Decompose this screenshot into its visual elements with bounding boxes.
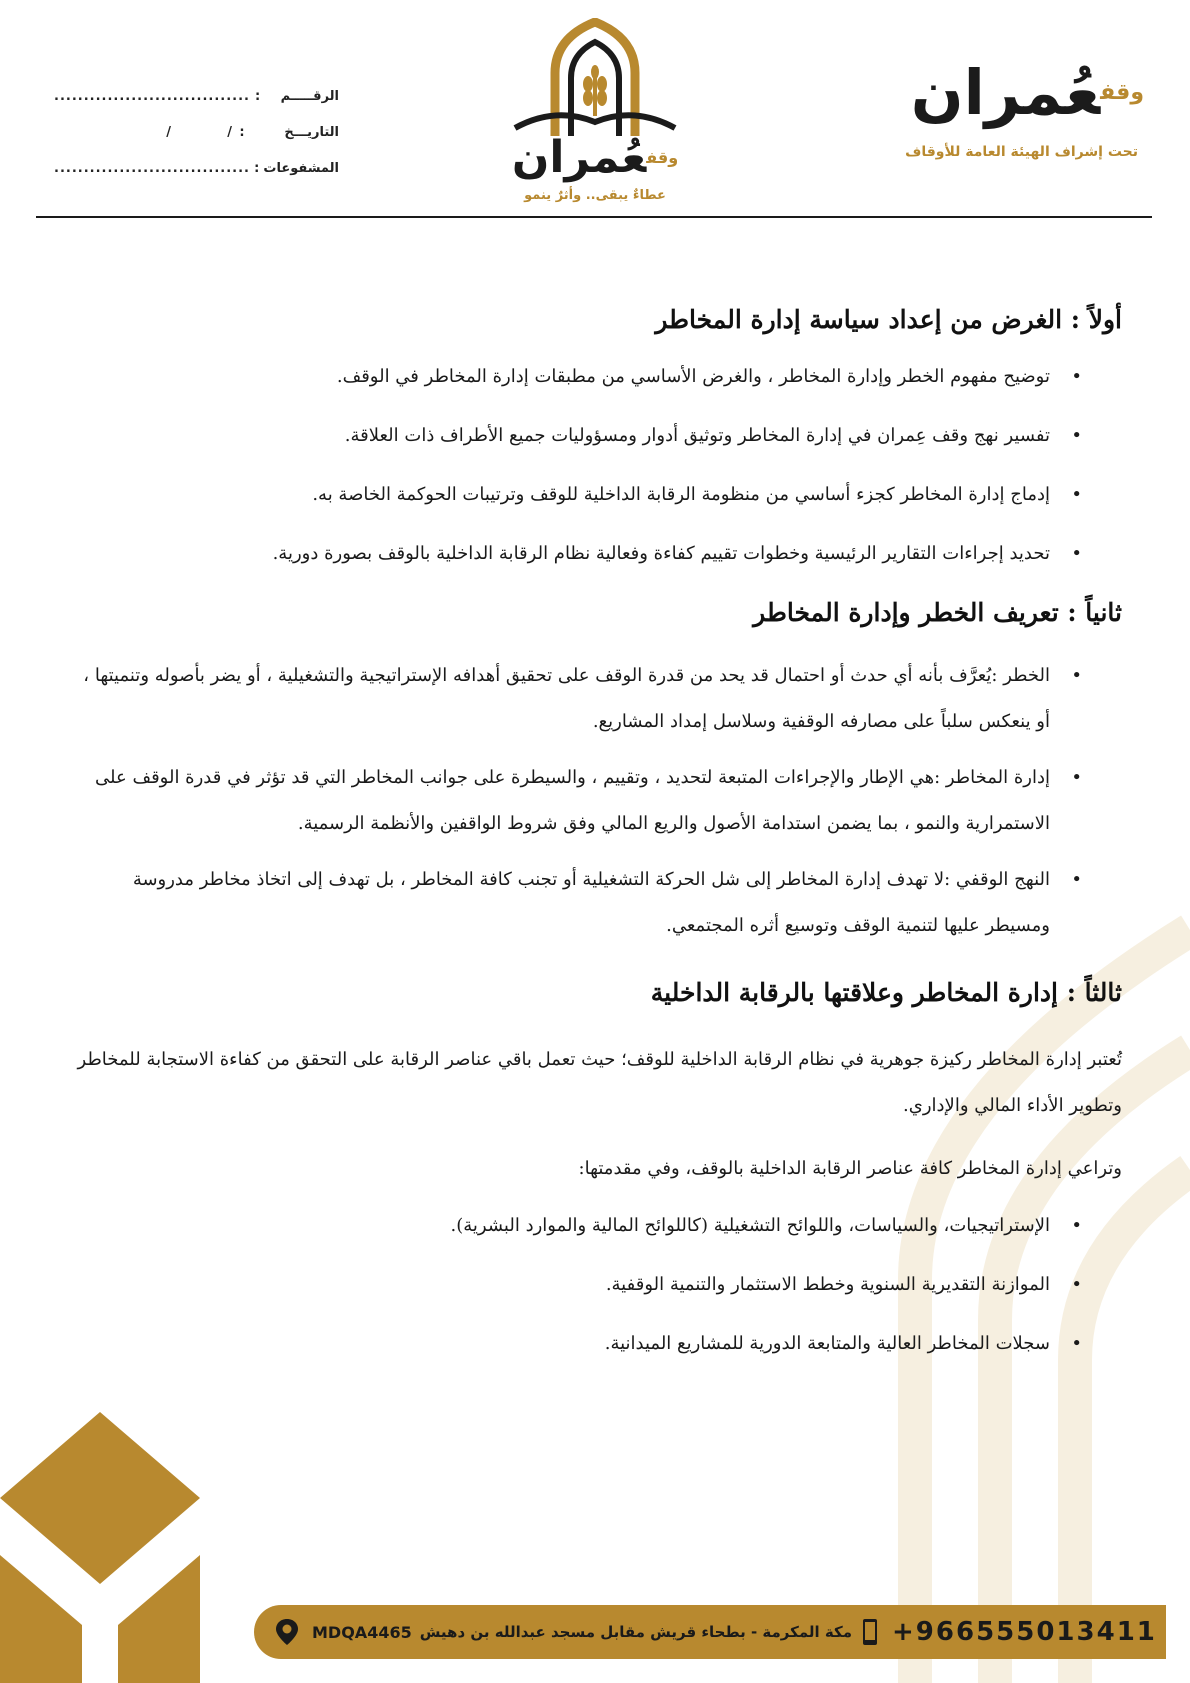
list-item: • إدارة المخاطر :هي الإطار والإجراءات المتبعة لتحديد ، وتقييم ، والسيطرة على جوانب المخاطر التي قد تؤثر في قدرة الوقف على الاستمرارية والنمو ، بما يضمن استدامة الأصول والريع المالي وفق شروط الواقفين والأنظمة الرسمية.	[70, 755, 1122, 847]
field-separator: :	[254, 88, 261, 104]
field-number	[54, 78, 339, 114]
brand-name: عُمران	[910, 56, 1101, 129]
field-value: / /	[166, 124, 233, 140]
field-value: .................................	[54, 160, 250, 176]
field-attachments	[54, 150, 339, 186]
organization-brand	[898, 56, 1144, 160]
center-logo	[505, 18, 685, 208]
field-separator: :	[239, 124, 245, 140]
wheat-icon	[583, 65, 607, 116]
section-title-purpose: أولاً : الغرض من إعداد سياسة إدارة المخاطر	[655, 305, 1122, 334]
location-code: MDQA4465	[312, 1622, 412, 1642]
logo-name: عُمران	[511, 132, 647, 183]
list-item: • النهج الوقفي :لا تهدف إدارة المخاطر إلى شل الحركة التشغيلية أو تجنب كافة المخاطر ، بل تهدف إلى اتخاذ مخاطر مدروسة ومسيطر عليها لتنمية الوقف وتوسيع أثره المجتمعي.	[70, 857, 1122, 949]
list-item: • الإستراتيجيات، والسياسات، واللوائح التشغيلية (كاللوائح المالية والموارد البشرية).	[70, 1209, 1122, 1243]
purpose-list	[70, 360, 1122, 571]
list-item: • سجلات المخاطر العالية والمتابعة الدورية للمشاريع الميدانية.	[70, 1327, 1122, 1361]
logo-wordmark	[505, 132, 685, 183]
field-separator: :	[254, 160, 260, 176]
header-divider	[36, 216, 1152, 218]
field-value: .................................	[54, 88, 250, 104]
phone-number: +966555013411	[892, 1617, 1157, 1647]
field-label: التاريـــخ	[284, 124, 339, 140]
paragraph: تُعتبر إدارة المخاطر ركيزة جوهرية في نظام الرقابة الداخلية للوقف؛ حيث تعمل باقي عناصر الرقابة على التحقق من كفاءة الاستجابة للمخاطر وتطوير الأداء المالي والإداري.	[77, 1049, 1122, 1116]
list-item: • تفسير نهج وقف عِمران في إدارة المخاطر وتوثيق أدوار ومسؤوليات جميع الأطراف ذات العلاقة.	[70, 419, 1122, 453]
control-elements-list	[70, 1209, 1122, 1361]
mosque-arch-icon	[505, 18, 685, 138]
logo-tagline: عطاءٌ يبقى.. وأثرٌ ينمو	[524, 188, 666, 203]
definitions-list	[70, 653, 1122, 949]
document-body	[70, 300, 1122, 1361]
field-label: المشفوعات	[263, 160, 339, 176]
logo-waqf-label: وقف	[646, 148, 679, 167]
phone-icon	[862, 1618, 878, 1646]
brand-waqf-label: وقف	[1100, 80, 1144, 105]
list-item: • الخطر :يُعرَّف بأنه أي حدث أو احتمال قد يحد من قدرة الوقف على تحقيق أهدافه الإستراتيجية والتشغيلية ، أو يضر بأصوله وتنميتها ، أو ينعكس سلباً على مصارفه الوقفية وسلاسل إمداد المشاريع.	[70, 653, 1122, 745]
list-item: • توضيح مفهوم الخطر وإدارة المخاطر ، والغرض الأساسي من مطبقات إدارة المخاطر في الوقف.	[70, 360, 1122, 394]
supervision-text: تحت إشراف الهيئة العامة للأوقاف	[905, 144, 1138, 160]
footer-contact-bar	[254, 1605, 1166, 1659]
brand-wordmark	[898, 56, 1144, 129]
section-title-definitions: ثانياً : تعريف الخطر وإدارة المخاطر	[753, 598, 1122, 627]
location-pin-icon	[272, 1617, 302, 1647]
paragraph: وتراعي إدارة المخاطر كافة عناصر الرقابة الداخلية بالوقف، وفي مقدمتها:	[578, 1158, 1122, 1179]
list-item: • الموازنة التقديرية السنوية وخطط الاستثمار والتنمية الوقفية.	[70, 1268, 1122, 1302]
field-label: الرقـــــم	[280, 88, 339, 104]
reference-fields	[54, 78, 339, 186]
field-date	[54, 114, 339, 150]
address-text: مكة المكرمة - بطحاء قريش مقابل مسجد عبدالله بن دهيش	[419, 1623, 853, 1641]
list-item: • تحديد إجراءات التقارير الرئيسية وخطوات تقييم كفاءة وفعالية نظام الرقابة الداخلية بالوقف بصورة دورية.	[70, 537, 1122, 571]
section-title-internal-control: ثالثاً : إدارة المخاطر وعلاقتها بالرقابة الداخلية	[650, 978, 1122, 1007]
cube-graphic	[0, 1412, 200, 1683]
list-item: • إدماج إدارة المخاطر كجزء أساسي من منظومة الرقابة الداخلية للوقف وترتيبات الحوكمة الخاصة به.	[70, 478, 1122, 512]
